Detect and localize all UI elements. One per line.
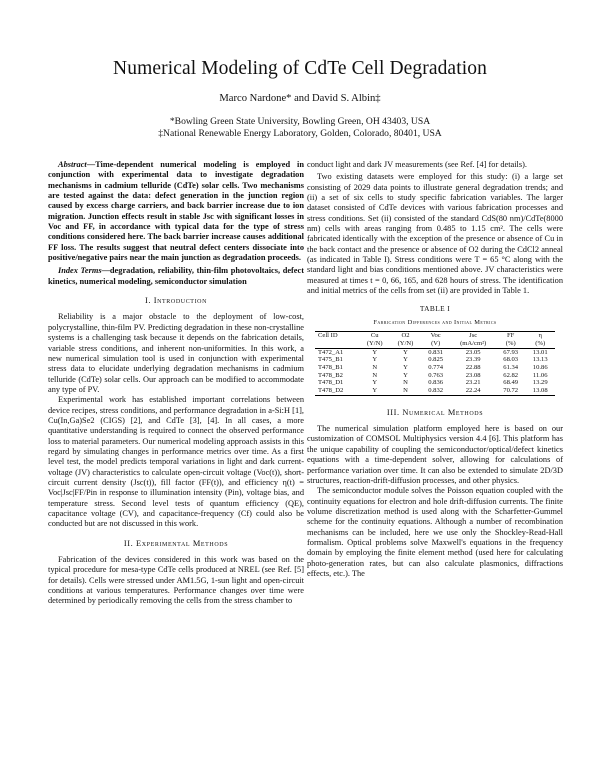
- table-cell: Y: [403, 363, 408, 371]
- abstract: [48, 160, 304, 263]
- table-cell: N: [390, 387, 421, 395]
- table-cell: 68.03: [503, 356, 519, 364]
- table-cell: 68.49: [503, 379, 519, 387]
- section-heading-introduction: I. Introduction: [144, 296, 208, 306]
- table-cell: N: [372, 363, 378, 371]
- table-cell: T478_B2: [318, 371, 343, 379]
- paragraph: The numerical simulation platform employed here is based on our customization of COMSOL Multiphysics version 4.4 [6]. This platform has the unique capability of coupling the semiconductor/optical/defect kinetics equations with a time-dependent solver, allowing for calculations of performance variation over time. It can also be extended to simulate 2D/3D structures, reaction-drift-diffusion processes, and other physics.: [307, 424, 563, 485]
- table-cell: Y: [403, 371, 408, 379]
- table-cell: T472_A1: [318, 348, 344, 356]
- table-cell: 11.06: [532, 371, 548, 379]
- table-units-cell: (Y/N): [359, 340, 390, 348]
- table-units-cell: [315, 340, 359, 348]
- table-cell: 70.72: [496, 387, 526, 395]
- abstract-text: —Time-dependent numerical modeling is employed in conjunction with experimental data to investigate degradation mechanisms in cadmium telluride (CdTe) solar cells. Two mechanisms are tested against the data: defect generation in the junction region caused by excess charge carriers, and back barrier increase due to ion migration. Junction effects result in stable Jsc with significant losses in Voc and FF, in accordance with typical data for the type of stress conditions considered here. The back barrier increase causes additional FF loss. The results suggest that neutral defect centers dissociate into positive/negative pairs near the main junction as degradation proceeds.: [48, 160, 304, 263]
- table-units-cell: (%): [496, 340, 526, 348]
- table-header-cell: Cu: [359, 332, 390, 340]
- table-cell: 23.08: [465, 371, 481, 379]
- table-row: [315, 372, 555, 380]
- affiliation-2: ‡National Renewable Energy Laboratory, Golden, Colorado, 80401, USA: [158, 128, 442, 139]
- table-cell: N: [403, 379, 408, 387]
- table-caption: TABLE I: [419, 304, 451, 314]
- table-cell: 0.836: [428, 379, 444, 387]
- table-cell: N: [372, 371, 378, 379]
- table-cell: 67.93: [503, 348, 519, 356]
- table-cell: 23.05: [465, 348, 481, 356]
- table-cell: 22.24: [450, 387, 496, 395]
- paragraph: Two existing datasets were employed for this study: (i) a large set consisting of 2029 data points to illustrate general degradation trends; and (ii) a set of six cells to study specific fabrication variables. The larger dataset consisted of CdTe devices with various fabrication processes and stress conditions. Set (ii) consisted of the standard CdS(80 nm)/CdTe(8000 nm) cells with areas ranging from 0.485 to 1.15 cm². The cells were fabricated identically with the exception of the presence or absence of Cu in the back contact and the presence or absence of O2 during the CdCl2 anneal (as indicated in Table I). Stress conditions were T = 65 °C along with the standard light and bias conditions mentioned above. JV characteristics were measured at times t = 0, 66, 165, and 628 hours of stress. The identification and initial metrics of the cells from set (ii) are provided in Table 1.: [307, 172, 563, 296]
- table-header-cell: O2: [390, 332, 421, 340]
- table-header-cell: η: [525, 332, 555, 340]
- paragraph: conduct light and dark JV measurements (see Ref. [4] for details).: [307, 160, 527, 169]
- table-row: [315, 379, 555, 387]
- table-header-cell: Jsc: [450, 332, 496, 340]
- table-units-row: [315, 340, 555, 348]
- table-cell: T478_D2: [315, 387, 359, 395]
- table-cell: Y: [372, 379, 378, 387]
- table-cell: Y: [403, 348, 408, 356]
- table-cell: 23.39: [465, 356, 481, 364]
- table-cell: 13.08: [525, 387, 555, 395]
- index-terms-text: —degradation, reliability, thin-film photovoltaics, defect kinetics, numerical modeling, semiconductor simulation: [48, 266, 304, 286]
- paragraph: The semiconductor module solves the Poisson equation coupled with the continuity equations for electron and hole drift-diffusion currents. The finite volume discretization method is used along with the Scharfetter-Gummel scheme for the continuity equations. Although a number of recombination mechanisms can be included, here we use only the Shockley-Read-Hall formalism. Optical problems solve Maxwell's equations in the frequency domain by employing the finite element method (used here for calculating photo-generation rates, but can also calculate plasmonics, diffractions effects, etc.). The: [307, 486, 563, 578]
- table-units-cell: (V): [421, 340, 451, 348]
- index-terms: [48, 266, 304, 287]
- table-cell: Y: [359, 387, 390, 395]
- table-row: [315, 356, 555, 364]
- table-cell: T478_B1: [318, 363, 343, 371]
- paragraph: Fabrication of the devices considered in this work was based on the typical procedure for mesa-type CdTe cells produced at NREL (see Ref. [5] for details). Cells were stressed under AM1.5G, 1-sun light and open-circuit conditions at various temperatures. Performance changes over time were determined by periodically removing the cells from the stress chamber to: [48, 555, 304, 606]
- table-cell: Y: [403, 356, 408, 364]
- table-cell: 13.29: [532, 379, 548, 387]
- table-cell: Y: [372, 356, 378, 364]
- index-terms-label: Index Terms: [58, 266, 102, 276]
- table-row: [315, 387, 555, 395]
- table-body: [315, 348, 555, 395]
- table-cell: 13.01: [532, 348, 548, 356]
- metrics-table: [315, 331, 555, 396]
- table-cell: 62.82: [503, 371, 519, 379]
- table-cell: 22.88: [465, 363, 481, 371]
- table-cell: 0.831: [428, 348, 444, 356]
- abstract-label: Abstract: [58, 160, 87, 169]
- section-heading-numerical-methods: III. Numerical Methods: [386, 407, 484, 417]
- paragraph: Reliability is a major obstacle to the deployment of low-cost, polycrystalline, thin-film PV. Predicting degradation in these non-crystalline systems is a challenging task because it depends on the fabrication details, variable stress conditions, and inherent non-uniformities. In this work, a new numerical simulation tool is used in conjunction with experimental stress data to elucidate underlying degradation mechanisms in cadmium telluride (CdTe) solar cells. Our approach can be modified to accommodate any type of PV.: [48, 312, 304, 394]
- table-header-cell: Cell ID: [315, 332, 359, 340]
- table-row: [315, 364, 555, 372]
- table-header-cell: FF: [496, 332, 526, 340]
- table-cell: 0.774: [428, 363, 444, 371]
- author-line: Marco Nardone* and David S. Albin‡: [219, 93, 381, 104]
- table-header-row: [315, 332, 555, 340]
- table-cell: Y: [372, 348, 378, 356]
- table-cell: 0.832: [421, 387, 451, 395]
- table-row: [315, 348, 555, 356]
- table-header-cell: Voc: [421, 332, 451, 340]
- table-cell: T478_D1: [318, 379, 344, 387]
- table-units-cell: (%): [525, 340, 555, 348]
- section-heading-experimental-methods: II. Experimental Methods: [123, 538, 229, 548]
- left-column: [48, 160, 304, 607]
- table-subcaption: Fabrication Differences and Initial Metrics: [373, 318, 497, 326]
- table-cell: 61.34: [503, 363, 519, 371]
- table-cell: 23.21: [465, 379, 481, 387]
- table-units-cell: (Y/N): [390, 340, 421, 348]
- table-cell: 0.825: [428, 356, 444, 364]
- paragraph: Experimental work has established important correlations between device recipes, stress conditions, and performance degradation in a-Si:H [1], Cu(In,Ga)Se2 (CIGS) [2], and CdTe [3], [4]. In all cases, a more quantitative understanding is required to connect the observed performance loss to material parameters. Our numerical modeling approach assists in this regard by simulating changes in performance metrics over time. As a first level test, the model predicts temporal variations in light and dark current-voltage (JV) characteristics to calculate open-circuit voltage (Voc(t)), short-circuit current density (Jsc(t)), fill factor (FF(t)), and efficiency η(t) = Voc|Jsc|FF/Pin in response to illumination intensity (Pin), voltage bias, and temperature stress. Second level tests of quantum efficiency (QE), capacitance voltage (CV), and capacitance-frequency (Cf) could also be conducted but are not discussed in this work.: [48, 395, 304, 529]
- table-cell: 10.86: [532, 363, 548, 371]
- right-column: [307, 160, 563, 579]
- table-units-cell: (mA/cm²): [450, 340, 496, 348]
- table-cell: 0.763: [428, 371, 444, 379]
- paper-title: Numerical Modeling of CdTe Cell Degradation: [113, 58, 487, 79]
- table-cell: T475_B1: [318, 356, 343, 364]
- affiliation-1: *Bowling Green State University, Bowling Green, OH 43403, USA: [169, 116, 431, 127]
- table-cell: 13.13: [532, 356, 548, 364]
